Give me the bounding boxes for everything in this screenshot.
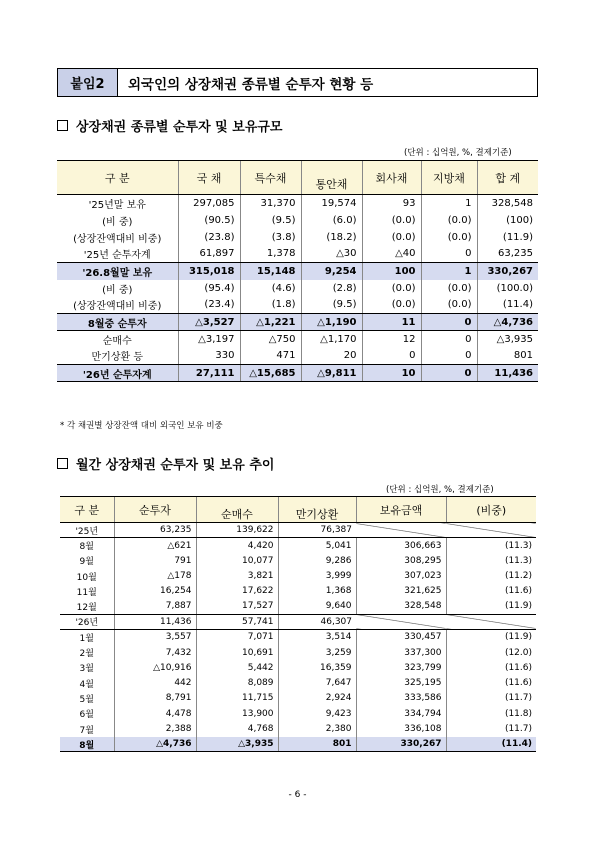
table-cell: 139,622 — [196, 523, 278, 538]
table-cell: 801 — [278, 737, 356, 752]
table-cell: (90.5) — [178, 212, 240, 229]
row-label: 9월 — [79, 557, 94, 568]
row-label: 만기상환 등 — [57, 348, 178, 365]
column-header: 순매수 — [196, 497, 278, 523]
table-cell: 3,557 — [114, 630, 196, 645]
table-cell: △30 — [301, 246, 362, 263]
table-cell — [446, 523, 536, 538]
table-cell: (11.6) — [446, 675, 536, 690]
table-cell: (100.0) — [477, 280, 538, 297]
table-cell: 7,647 — [278, 675, 356, 690]
table-cell: △1,170 — [301, 331, 362, 348]
row-label: 4월 — [79, 679, 94, 690]
table-row — [60, 691, 536, 706]
table-cell: 0 — [421, 314, 477, 331]
table-cell: △3,935 — [196, 737, 278, 752]
table-cell: 1,378 — [240, 246, 301, 263]
table-cell: 3,259 — [278, 645, 356, 660]
table-row — [57, 263, 538, 280]
row-label: 8월중 순투자 — [57, 314, 178, 331]
table-row — [57, 280, 538, 297]
row-label: 8월 — [60, 737, 114, 752]
section1-note: * 각 채권별 상장잔액 대비 외국인 보유 비중 — [60, 421, 223, 431]
table-cell: 330 — [178, 348, 240, 365]
table-cell: 321,625 — [356, 584, 446, 599]
table-row — [60, 568, 536, 583]
column-header: 회사채 — [362, 161, 421, 195]
table-row — [57, 195, 538, 212]
table-cell: 46,307 — [278, 614, 356, 629]
column-header: 지방채 — [421, 161, 477, 195]
table-cell — [356, 614, 446, 629]
attachment-title: 외국인의 상장채권 종류별 순투자 현황 등 — [128, 76, 374, 93]
table-cell: 61,897 — [178, 246, 240, 263]
table-row — [60, 645, 536, 660]
table-cell: 471 — [240, 348, 301, 365]
column-header: 구 분 — [57, 161, 178, 195]
bond-type-table — [57, 160, 538, 382]
section2-unit: (단위 : 십억원, %, 결제기준) — [386, 485, 494, 495]
section1-title: 상장채권 종류별 순투자 및 보유규모 — [76, 120, 283, 135]
row-label: 1월 — [79, 633, 94, 644]
table-cell: (11.8) — [446, 706, 536, 721]
table-cell: (11.3) — [446, 538, 536, 553]
table-cell: △4,736 — [114, 737, 196, 752]
table-cell: 330,267 — [356, 737, 446, 752]
table-cell: △1,190 — [301, 314, 362, 331]
table-cell: 306,663 — [356, 538, 446, 553]
table-cell: (100) — [477, 212, 538, 229]
row-label: (비 중) — [102, 284, 133, 296]
table-cell: 8,791 — [114, 691, 196, 706]
table-cell: (11.3) — [446, 553, 536, 568]
table-cell: 2,380 — [278, 721, 356, 736]
row-label: '26년 — [60, 614, 114, 629]
table-cell: (12.0) — [446, 645, 536, 660]
row-label: (비 중) — [102, 216, 133, 228]
table-cell: 10,077 — [196, 553, 278, 568]
row-label: 8월 — [79, 542, 94, 553]
table-cell: (11.7) — [446, 721, 536, 736]
table-row — [60, 630, 536, 645]
table-cell: △4,736 — [477, 314, 538, 331]
table-cell: 337,300 — [356, 645, 446, 660]
table-cell: 11 — [362, 314, 421, 331]
table-cell: △40 — [362, 246, 421, 263]
table-row — [60, 721, 536, 736]
row-label: '25년 순투자계 — [57, 246, 178, 263]
table-row — [57, 297, 538, 314]
table-cell: 2,388 — [114, 721, 196, 736]
table-cell: (18.2) — [301, 229, 362, 246]
table-header-row — [57, 161, 538, 195]
row-label: 2월 — [79, 649, 94, 660]
table-row — [60, 737, 536, 752]
table-cell: 17,527 — [196, 599, 278, 614]
column-header: 국 채 — [178, 161, 240, 195]
table-cell: 31,370 — [240, 195, 301, 212]
table-cell: (95.4) — [178, 280, 240, 297]
row-label: 10월 — [76, 572, 97, 583]
table-cell: (11.9) — [477, 229, 538, 246]
table-cell: (11.9) — [446, 630, 536, 645]
table-cell: 3,821 — [196, 568, 278, 583]
table-cell: 20 — [301, 348, 362, 365]
row-label: '25년 — [60, 523, 114, 538]
table-cell: 9,423 — [278, 706, 356, 721]
page-number: - 6 - — [288, 790, 307, 800]
table-cell: 307,023 — [356, 568, 446, 583]
table-cell: (11.6) — [446, 584, 536, 599]
table-row — [57, 348, 538, 365]
table-cell: (0.0) — [362, 229, 421, 246]
table-row — [60, 523, 536, 538]
table-cell: 12 — [362, 331, 421, 348]
row-label: 11월 — [76, 587, 97, 598]
table-row — [60, 538, 536, 553]
table-cell: 63,235 — [114, 523, 196, 538]
row-label: '25년말 보유 — [88, 199, 146, 211]
table-cell: 791 — [114, 553, 196, 568]
table-cell: 7,071 — [196, 630, 278, 645]
table-cell: 5,442 — [196, 660, 278, 675]
table-cell: 11,715 — [196, 691, 278, 706]
row-label: 12월 — [60, 599, 114, 614]
table-cell: (3.8) — [240, 229, 301, 246]
table-cell — [446, 614, 536, 629]
table-cell: 4,768 — [196, 721, 278, 736]
table-cell: 801 — [477, 348, 538, 365]
table-cell: 9,286 — [278, 553, 356, 568]
table-row — [57, 314, 538, 331]
table-cell: (0.0) — [421, 229, 477, 246]
table-cell: 0 — [421, 246, 477, 263]
section1-heading — [57, 116, 282, 135]
table-cell: 325,195 — [356, 675, 446, 690]
table-cell: (9.5) — [301, 297, 362, 314]
section1-unit: (단위 : 십억원, %, 결제기준) — [404, 148, 512, 158]
table-row — [60, 706, 536, 721]
table-cell: (11.7) — [446, 691, 536, 706]
table-cell: 442 — [114, 675, 196, 690]
table-cell: 328,548 — [356, 599, 446, 614]
table-cell: 3,999 — [278, 568, 356, 583]
row-label: 3월 — [79, 664, 94, 675]
table-cell: 4,478 — [114, 706, 196, 721]
table-row — [60, 599, 536, 614]
row-label: 7월 — [79, 725, 94, 736]
table-cell: (0.0) — [362, 297, 421, 314]
table-cell: △9,811 — [301, 365, 362, 382]
table-cell: (1.8) — [240, 297, 301, 314]
table-cell: 15,148 — [240, 263, 301, 280]
table-cell: (2.8) — [301, 280, 362, 297]
table-cell: (0.0) — [362, 212, 421, 229]
table-cell: (11.6) — [446, 660, 536, 675]
table-cell: 11,436 — [477, 365, 538, 382]
attachment-tag: 붙임2 — [58, 69, 118, 96]
table-cell: 1,368 — [278, 584, 356, 599]
table-row — [60, 584, 536, 599]
table-cell: 9,254 — [301, 263, 362, 280]
table-cell: 330,267 — [477, 263, 538, 280]
table-cell: 27,111 — [178, 365, 240, 382]
table-cell: 5,041 — [278, 538, 356, 553]
table-row — [60, 675, 536, 690]
table-cell: (9.5) — [240, 212, 301, 229]
table-cell: 16,254 — [114, 584, 196, 599]
row-label: 5월 — [79, 694, 94, 705]
table-cell: (11.2) — [446, 568, 536, 583]
table-cell: △750 — [240, 331, 301, 348]
table-row — [57, 365, 538, 382]
section2-title: 월간 상장채권 순투자 및 보유 추이 — [76, 458, 275, 473]
column-header: 합 계 — [477, 161, 538, 195]
table-row — [57, 212, 538, 229]
table-cell: (23.8) — [178, 229, 240, 246]
table-cell: △178 — [114, 568, 196, 583]
table-row — [57, 246, 538, 263]
table-cell: (11.4) — [477, 297, 538, 314]
table-row — [60, 614, 536, 629]
table-row — [57, 331, 538, 348]
table-cell: 3,514 — [278, 630, 356, 645]
table-cell: 334,794 — [356, 706, 446, 721]
table-cell: △621 — [114, 538, 196, 553]
table-header-row — [60, 497, 536, 523]
table-cell: 9,640 — [278, 599, 356, 614]
row-label: (상장잔액대비 비중) — [57, 297, 178, 314]
table-cell: 10,691 — [196, 645, 278, 660]
table-cell: (0.0) — [421, 212, 477, 229]
table-cell: 323,799 — [356, 660, 446, 675]
table-cell: △3,527 — [178, 314, 240, 331]
table-cell: 7,432 — [114, 645, 196, 660]
row-label: '26년 순투자계 — [57, 365, 178, 382]
table-cell: 0 — [421, 348, 477, 365]
table-cell: △3,935 — [477, 331, 538, 348]
column-header: 순투자 — [114, 497, 196, 523]
table-cell: 0 — [362, 348, 421, 365]
table-cell: 1 — [421, 263, 477, 280]
table-cell: 4,420 — [196, 538, 278, 553]
monthly-table — [60, 496, 536, 752]
column-header: 구 분 — [60, 497, 114, 523]
table-cell: (23.4) — [178, 297, 240, 314]
table-cell: 8,089 — [196, 675, 278, 690]
checkbox-square-icon — [57, 120, 68, 131]
table-cell: 16,359 — [278, 660, 356, 675]
table-cell: 11,436 — [114, 614, 196, 629]
column-header: 특수채 — [240, 161, 301, 195]
row-label: 순매수 — [102, 335, 132, 347]
table-cell: (11.9) — [446, 599, 536, 614]
table-row — [60, 660, 536, 675]
table-cell: 330,457 — [356, 630, 446, 645]
column-header: 통안채 — [301, 161, 362, 195]
table-cell: (0.0) — [421, 280, 477, 297]
table-cell: 17,622 — [196, 584, 278, 599]
table-cell: 10 — [362, 365, 421, 382]
table-cell: (6.0) — [301, 212, 362, 229]
table-cell: △10,916 — [114, 660, 196, 675]
table-cell: 93 — [362, 195, 421, 212]
row-label: (상장잔액대비 비중) — [73, 233, 162, 245]
table-cell: △1,221 — [240, 314, 301, 331]
column-header: 만기상환 — [278, 497, 356, 523]
attachment-header — [57, 68, 538, 97]
checkbox-square-icon — [57, 458, 68, 469]
table-cell: 336,108 — [356, 721, 446, 736]
table-cell: △3,197 — [178, 331, 240, 348]
table-cell: 57,741 — [196, 614, 278, 629]
table-cell: (4.6) — [240, 280, 301, 297]
table-row — [57, 229, 538, 246]
table-cell: 315,018 — [178, 263, 240, 280]
table-cell: 2,924 — [278, 691, 356, 706]
table-cell: 19,574 — [301, 195, 362, 212]
table-cell: 63,235 — [477, 246, 538, 263]
table-cell: 0 — [421, 365, 477, 382]
table-cell: 308,295 — [356, 553, 446, 568]
table-cell: 297,085 — [178, 195, 240, 212]
table-cell — [356, 523, 446, 538]
table-cell: 100 — [362, 263, 421, 280]
table-cell: 328,548 — [477, 195, 538, 212]
table-cell: 7,887 — [114, 599, 196, 614]
table-cell: (11.4) — [446, 737, 536, 752]
table-cell: 76,387 — [278, 523, 356, 538]
section2-heading — [57, 454, 274, 473]
column-header: 보유금액 — [356, 497, 446, 523]
table-cell: 13,900 — [196, 706, 278, 721]
table-cell: 333,586 — [356, 691, 446, 706]
table-cell: 0 — [421, 331, 477, 348]
row-label: 6월 — [79, 710, 94, 721]
table-cell: △15,685 — [240, 365, 301, 382]
table-cell: (0.0) — [421, 297, 477, 314]
table-cell: 1 — [421, 195, 477, 212]
table-cell: (0.0) — [362, 280, 421, 297]
column-header: (비중) — [446, 497, 536, 523]
row-label: '26.8월말 보유 — [57, 263, 178, 280]
table-row — [60, 553, 536, 568]
